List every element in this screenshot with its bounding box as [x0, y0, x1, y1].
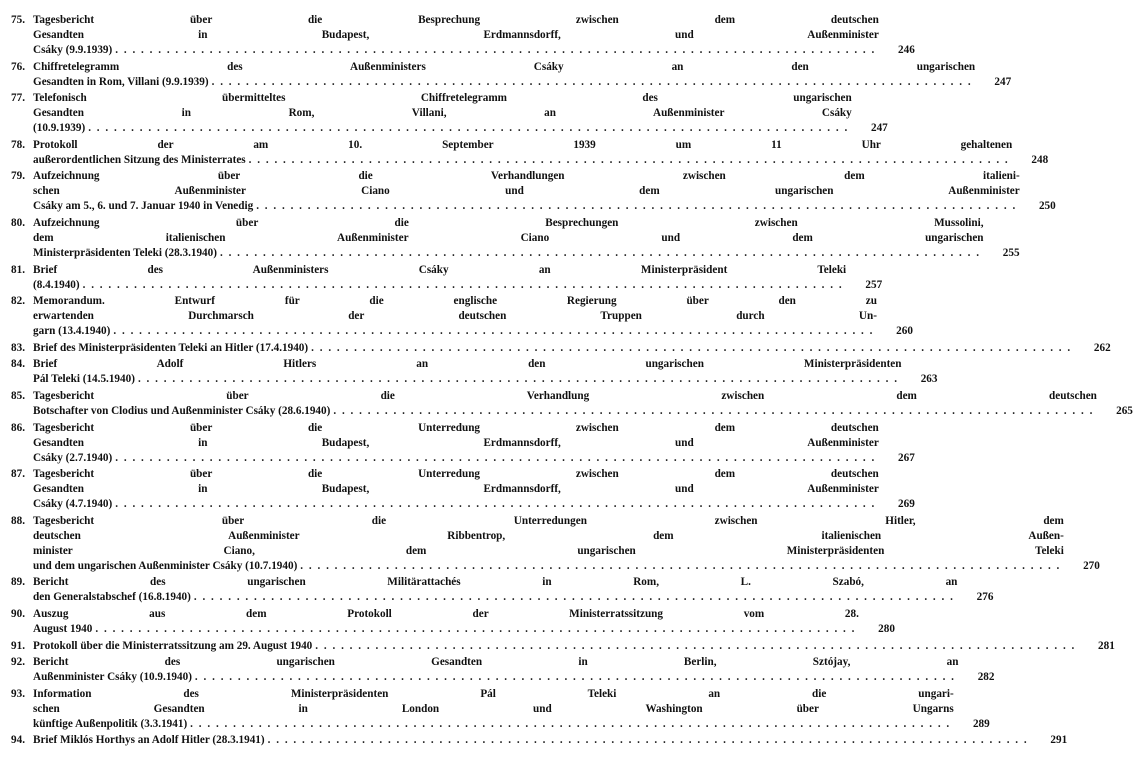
- entry-title-line: Protokoll über die Ministerratssitzung am 29. August 1940: [33, 639, 313, 652]
- entry-number: 85.: [11, 389, 25, 402]
- entry-title-line: Auszug aus dem Protokoll der Ministerratssitzung vom 28.: [33, 607, 859, 620]
- entry-title: [33, 687, 990, 732]
- entry-number: 89.: [11, 576, 25, 589]
- entry-number: 81.: [11, 263, 25, 276]
- entry-title-line: Chiffretelegramm des Außenministers Csáky an den ungarischen: [33, 60, 976, 73]
- entry-last-line: [33, 404, 1097, 419]
- dot-leader: [311, 341, 1072, 356]
- entry-last-line: [33, 246, 984, 261]
- toc-entry: [11, 341, 1111, 356]
- entry-number: 76.: [11, 60, 25, 73]
- toc-entry: [11, 91, 888, 136]
- page-number: 281: [1098, 639, 1115, 652]
- entry-title-line: künftige Außenpolitik (3.3.1941): [33, 717, 188, 730]
- dot-leader: [195, 670, 956, 685]
- entry-title-line: deutschen Außenminister Ribbentrop, dem italienischen Außen-: [33, 529, 1064, 542]
- page-number: 282: [977, 671, 995, 684]
- entry-number: 92.: [11, 656, 25, 669]
- dot-leader: [300, 559, 1061, 574]
- entry-title-line: Protokoll der am 10. September 1939 um 11 Uhr gehaltenen: [33, 138, 1013, 151]
- entry-title-line: Bericht des ungarischen Militärattachés in Rom, L. Szabó, an: [33, 576, 958, 589]
- toc-entry: [11, 733, 1068, 748]
- page-number: 260: [896, 325, 913, 338]
- entry-last-line: [33, 372, 901, 387]
- entry-last-line: [33, 199, 1020, 214]
- entry-last-line: [33, 43, 879, 58]
- entry-title-line: Brief Miklós Horthys an Adolf Hitler (28.3.1941): [33, 734, 265, 747]
- entry-number: 79.: [11, 170, 25, 183]
- entry-number: 87.: [11, 468, 25, 481]
- page-number: 246: [898, 44, 915, 56]
- dot-leader: [83, 278, 844, 293]
- dot-leader: [113, 324, 874, 339]
- entry-title: [33, 514, 1100, 574]
- entry-title: [33, 263, 882, 293]
- entry-title: [33, 357, 937, 387]
- entry-number: 91.: [11, 639, 25, 652]
- entry-title: [33, 294, 913, 339]
- entry-title-line: Brief des Außenministers Csáky an Ministerpräsident Teleki: [33, 263, 847, 276]
- toc-entry: [11, 138, 1049, 168]
- entry-title-line: Aufzeichnung über die Besprechungen zwischen Mussolini,: [33, 216, 984, 229]
- entry-title-line: Tagesbericht über die Verhandlung zwischen dem deutschen: [33, 389, 1097, 402]
- toc-entry: [11, 639, 1115, 654]
- entry-title-line: den Generalstabschef (16.8.1940): [33, 591, 191, 604]
- entry-title-line: Aufzeichnung über die Verhandlungen zwischen dem italieni-: [33, 170, 1020, 183]
- page-number: 267: [898, 451, 915, 464]
- page-number: 250: [1038, 200, 1056, 213]
- entry-number: 77.: [11, 92, 25, 105]
- entry-last-line: [33, 497, 879, 512]
- page-number: 247: [870, 122, 888, 135]
- entry-title-line: (10.9.1939): [33, 122, 86, 135]
- toc-entry: [11, 357, 938, 387]
- entry-title: [33, 169, 1056, 214]
- entry-number: 82.: [11, 295, 25, 308]
- dot-leader: [268, 733, 1029, 748]
- entry-title-line: August 1940: [33, 622, 93, 635]
- page-number: 269: [898, 498, 915, 511]
- entry-last-line: [33, 121, 852, 136]
- entry-last-line: [33, 670, 958, 685]
- toc-entry: [11, 607, 895, 637]
- entry-last-line: [33, 324, 877, 339]
- page-number: 291: [1050, 734, 1068, 747]
- entry-last-line: [33, 559, 1064, 574]
- toc-entry: [11, 60, 1012, 90]
- entry-title: [33, 733, 1067, 748]
- entry-title-line: Information des Ministerpräsidenten Pál Teleki an die ungari-: [33, 687, 954, 700]
- entry-title-line: Außenminister Csáky (10.9.1940): [33, 671, 192, 684]
- entry-title-line: Ministerpräsidenten Teleki (28.3.1940): [33, 246, 217, 259]
- page-number: 262: [1093, 341, 1111, 354]
- entry-last-line: [33, 278, 846, 293]
- entry-title-line: und dem ungarischen Außenminister Csáky (10.7.1940): [33, 559, 298, 572]
- page-number: 248: [1031, 153, 1049, 166]
- entry-number: 84.: [11, 358, 25, 371]
- toc-entry: [11, 389, 1133, 419]
- dot-leader: [315, 639, 1076, 654]
- entry-title: [33, 389, 1133, 419]
- entry-title-line: Csáky (4.7.1940): [33, 498, 113, 511]
- page-number: 255: [1002, 246, 1020, 259]
- toc-entry: [11, 655, 995, 685]
- dot-leader: [256, 199, 1017, 214]
- entry-number: 90.: [11, 607, 25, 620]
- entry-title-line: schen Außenminister Ciano und dem ungarischen Außenminister: [33, 185, 1020, 198]
- toc-entry: [11, 421, 915, 466]
- entry-title: [33, 91, 888, 136]
- toc-entry: [11, 169, 1056, 214]
- dot-leader: [115, 451, 876, 466]
- page-number: 247: [994, 75, 1012, 88]
- entry-title-line: erwartenden Durchmarsch der deutschen Truppen durch Un-: [33, 310, 877, 323]
- entry-title-line: Pál Teleki (14.5.1940): [33, 373, 135, 386]
- entry-title-line: Telefonisch übermitteltes Chiffretelegramm des ungarischen: [33, 92, 852, 105]
- page-number: 276: [976, 591, 994, 604]
- entry-title-line: Csáky am 5., 6. und 7. Januar 1940 in Venedig: [33, 200, 254, 213]
- entry-last-line: [33, 733, 1031, 748]
- entry-title: [33, 341, 1111, 356]
- entry-title: [33, 607, 895, 637]
- entry-title: [33, 138, 1048, 168]
- entry-last-line: [33, 717, 954, 732]
- entry-number: 88.: [11, 514, 25, 527]
- entry-title-line: Gesandten in Budapest, Erdmannsdorff, und Außenminister: [33, 483, 879, 496]
- entry-number: 93.: [11, 687, 25, 700]
- entry-title-line: Csáky (9.9.1939): [33, 44, 113, 56]
- entry-title: [33, 421, 915, 466]
- entry-title: [33, 13, 915, 58]
- page-number: 265: [1116, 404, 1133, 417]
- entry-title-line: Botschafter von Clodius und Außenminister Csáky (28.6.1940): [33, 404, 331, 417]
- entry-title-line: Tagesbericht über die Unterredung zwischen dem deutschen: [33, 468, 879, 481]
- entry-title-line: Tagesbericht über die Besprechung zwischen dem deutschen: [33, 14, 879, 26]
- page-number: 280: [878, 622, 895, 635]
- toc-entry: [11, 263, 883, 293]
- entry-last-line: [33, 639, 1079, 654]
- entry-last-line: [33, 451, 879, 466]
- entry-title-line: Csáky (2.7.1940): [33, 451, 113, 464]
- entry-title-line: Bericht des ungarischen Gesandten in Berlin, Sztójay, an: [33, 656, 959, 669]
- toc-entry: [11, 687, 990, 732]
- dot-leader: [194, 590, 955, 605]
- dot-leader: [115, 497, 876, 512]
- entry-last-line: [33, 75, 975, 90]
- entry-title: [33, 575, 993, 605]
- dot-leader: [95, 622, 856, 637]
- entry-title-line: außerordentlichen Sitzung des Ministerrates: [33, 153, 246, 166]
- entry-last-line: [33, 153, 1012, 168]
- entry-title-line: garn (13.4.1940): [33, 325, 111, 338]
- dot-leader: [138, 372, 899, 387]
- entry-number: 86.: [11, 421, 25, 434]
- dot-leader: [115, 43, 876, 58]
- page-number: 270: [1083, 559, 1100, 572]
- page-number: 257: [865, 278, 883, 291]
- entry-title-line: Brief des Ministerpräsidenten Teleki an Hitler (17.4.1940): [33, 341, 309, 354]
- entry-last-line: [33, 341, 1075, 356]
- toc-entry: [11, 13, 915, 58]
- entry-title: [33, 639, 1115, 654]
- toc-entry: [11, 514, 1100, 574]
- entry-number: 80.: [11, 216, 25, 229]
- entry-number: 94.: [11, 734, 25, 747]
- entry-title-line: Gesandten in Budapest, Erdmannsdorff, und Außenminister: [33, 29, 879, 41]
- entry-title: [33, 60, 1011, 90]
- dot-leader: [190, 717, 951, 732]
- entry-number: 75.: [11, 14, 25, 26]
- toc-entry: [11, 467, 915, 512]
- dot-leader: [333, 404, 1094, 419]
- dot-leader: [220, 246, 981, 261]
- dot-leader: [249, 153, 1010, 168]
- entry-number: 83.: [11, 341, 25, 354]
- entry-last-line: [33, 590, 957, 605]
- entry-title-line: minister Ciano, dem ungarischen Ministerpräsidenten Teleki: [33, 544, 1064, 557]
- entry-title: [33, 216, 1020, 261]
- dot-leader: [88, 121, 849, 136]
- entry-last-line: [33, 622, 859, 637]
- entry-title-line: schen Gesandten in London und Washington über Ungarns: [33, 702, 954, 715]
- entry-number: 78.: [11, 138, 25, 151]
- toc-entry: [11, 294, 913, 339]
- entry-title: [33, 467, 915, 512]
- entry-title-line: Gesandten in Rom, Villani (9.9.1939): [33, 75, 209, 88]
- entry-title-line: Brief Adolf Hitlers an den ungarischen Ministerpräsidenten: [33, 358, 902, 371]
- entry-title-line: (8.4.1940): [33, 278, 80, 291]
- entry-title-line: Memorandum. Entwurf für die englische Regierung über den zu: [33, 295, 877, 308]
- dot-leader: [212, 75, 973, 90]
- toc-entry: [11, 575, 994, 605]
- entry-title-line: dem italienischen Außenminister Ciano und dem ungarischen: [33, 231, 984, 244]
- entry-title-line: Gesandten in Rom, Villani, an Außenminister Csáky: [33, 107, 852, 120]
- entry-title-line: Gesandten in Budapest, Erdmannsdorff, und Außenminister: [33, 436, 879, 449]
- entry-title-line: Tagesbericht über die Unterredung zwischen dem deutschen: [33, 421, 879, 434]
- page-number: 289: [972, 717, 990, 730]
- entry-title-line: Tagesbericht über die Unterredungen zwischen Hitler, dem: [33, 514, 1064, 527]
- toc-entry: [11, 216, 1020, 261]
- entry-title: [33, 655, 994, 685]
- page-number: 263: [920, 373, 938, 386]
